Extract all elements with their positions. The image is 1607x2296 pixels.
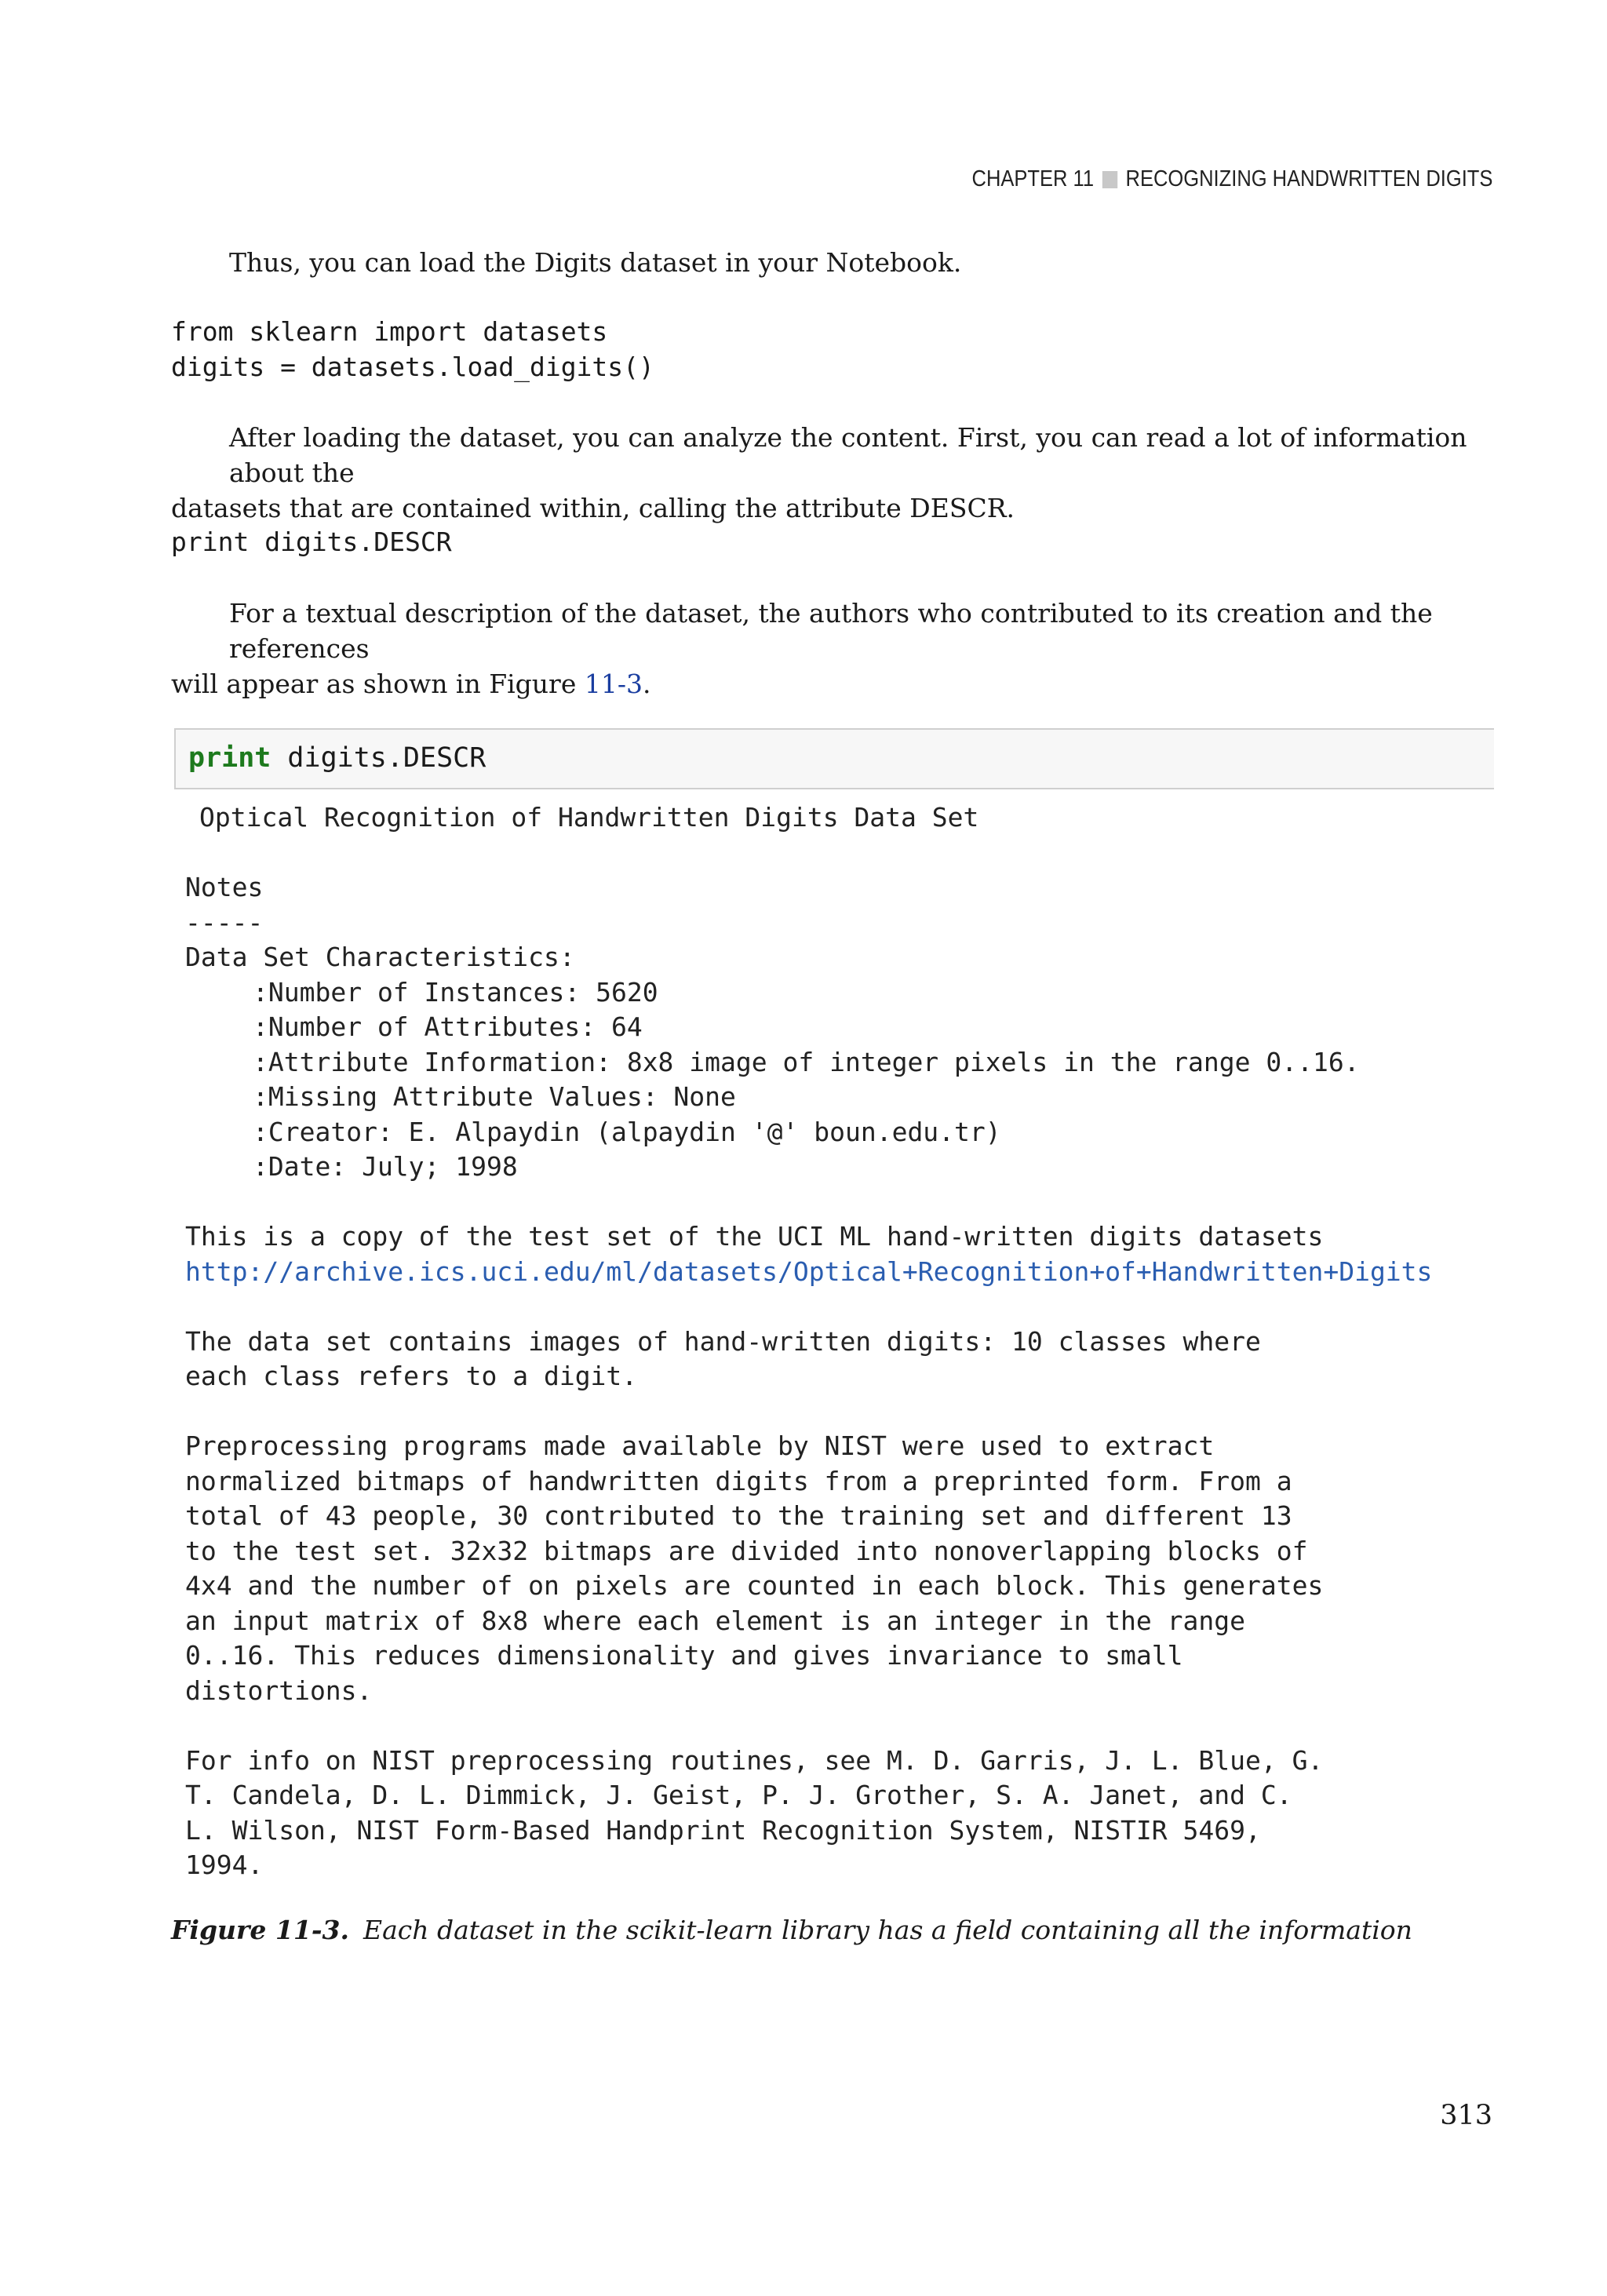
output-attr: :Creator: E. Alpaydin (alpaydin '@' boun.edu.tr) (253, 1116, 1001, 1147)
input-expression: digits.DESCR (271, 742, 486, 774)
print-keyword: print (188, 742, 271, 774)
paragraph-analyze-line1: After loading the dataset, you can analyze the content. First, you can read a lot of information about the (229, 422, 1467, 488)
output-line: 1994. (185, 1850, 264, 1880)
paragraph-intro-text: Thus, you can load the Digits dataset in your Notebook. (229, 247, 962, 278)
paragraph-description-line1: For a textual description of the dataset, the authors who contributed to its creation and the references (229, 598, 1433, 664)
header-title: RECOGNIZING HANDWRITTEN DIGITS (1125, 166, 1492, 191)
output-line: 4x4 and the number of on pixels are counted in each block. This generates (185, 1570, 1324, 1601)
notebook-output-cell (185, 800, 1432, 1883)
output-attr: :Missing Attribute Values: None (253, 1081, 736, 1112)
figure-caption-label: Figure 11-3. (171, 1915, 349, 1945)
notebook-input-code (188, 742, 486, 774)
output-line: T. Candela, D. L. Dimmick, J. Geist, P. J. Grother, S. A. Janet, and C. (185, 1780, 1292, 1810)
output-line: For info on NIST preprocessing routines, see M. D. Garris, J. L. Blue, G. (185, 1744, 1324, 1776)
output-attr: :Number of Attributes: 64 (253, 1011, 643, 1042)
figure-caption (171, 1915, 1412, 1945)
output-notes: Notes (185, 872, 264, 902)
output-attr: :Attribute Information: 8x8 image of integer pixels in the range 0..16. (253, 1046, 1360, 1077)
output-attr: :Date: July; 1998 (253, 1151, 518, 1182)
header-separator-square (1102, 171, 1117, 188)
code-block-load (171, 314, 654, 384)
code-line: print digits.DESCR (171, 527, 452, 557)
output-line: each class refers to a digit. (185, 1361, 638, 1391)
code-line: digits = datasets.load_digits() (171, 352, 654, 382)
paragraph-analyze-line2: datasets that are contained within, calling the attribute DESCR. (171, 493, 1015, 523)
code-line: from sklearn import datasets (171, 316, 608, 347)
output-line: normalized bitmaps of handwritten digits from a preprinted form. From a (185, 1465, 1292, 1496)
header-chapter: CHAPTER 11 (971, 166, 1094, 191)
output-line: 0..16. This reduces dimensionality and gives invariance to small (185, 1640, 1183, 1671)
paragraph-description (171, 596, 1491, 702)
output-line: L. Wilson, NIST Form-Based Handprint Recognition System, NISTIR 5469, (185, 1814, 1261, 1846)
paragraph-description-line2 (171, 666, 1491, 702)
paragraph-analyze (171, 420, 1491, 526)
output-characteristics: Data Set Characteristics: (185, 942, 575, 972)
running-header (971, 166, 1492, 192)
output-line: an input matrix of 8x8 where each element is an integer in the range (185, 1605, 1246, 1636)
figure-notebook-screenshot (174, 728, 1494, 1882)
output-rule: ----- (185, 906, 264, 938)
output-attr: :Number of Instances: 5620 (253, 976, 658, 1008)
output-title: Optical Recognition of Handwritten Digits Data Set (199, 802, 979, 833)
paragraph-intro (171, 245, 1491, 280)
paragraph-description-text: will appear as shown in Figure (171, 669, 585, 699)
code-block-print (171, 524, 452, 559)
notebook-input-cell (174, 728, 1494, 789)
output-line: distortions. (185, 1675, 373, 1706)
output-line: to the test set. 32x32 bitmaps are divided into nonoverlapping blocks of (185, 1535, 1308, 1566)
figure-reference-link[interactable]: 11-3 (584, 669, 643, 699)
output-line: Preprocessing programs made available by NIST were used to extract (185, 1430, 1215, 1461)
page-number: 313 (1440, 2100, 1492, 2131)
output-line: The data set contains images of hand-written digits: 10 classes where (185, 1325, 1261, 1357)
output-line: total of 43 people, 30 contributed to the training set and different 13 (185, 1500, 1292, 1531)
output-url-link[interactable]: http://archive.ics.uci.edu/ml/datasets/Optical+Recognition+of+Handwritten+Digits (185, 1256, 1433, 1287)
paragraph-description-period: . (643, 669, 651, 699)
figure-caption-text: Each dataset in the scikit-learn library has a field containing all the information (363, 1915, 1412, 1945)
output-copy-line: This is a copy of the test set of the UCI ML hand-written digits datasets (185, 1221, 1324, 1252)
